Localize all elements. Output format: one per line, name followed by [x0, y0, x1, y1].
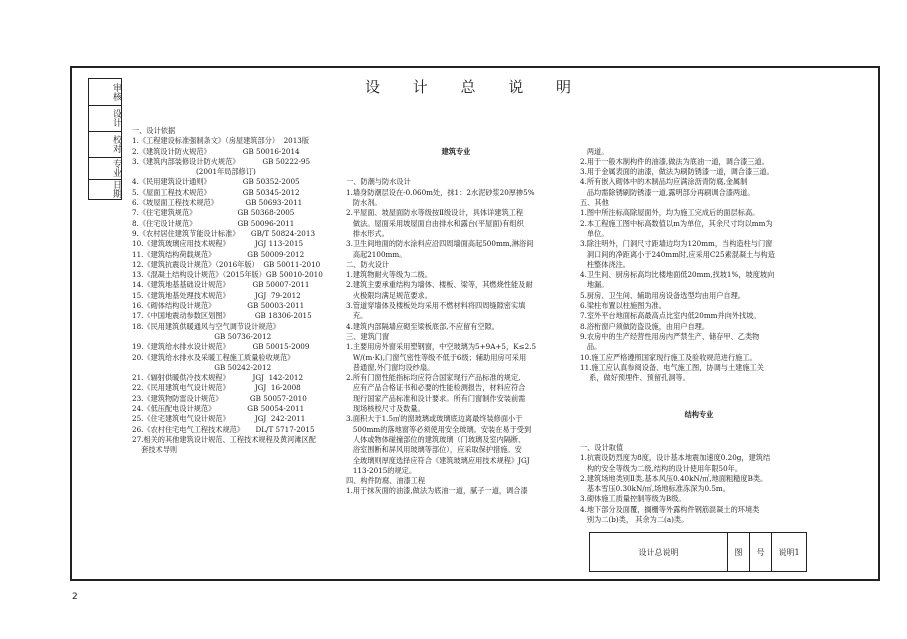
basis-line: 20.《建筑给水排水及采暖工程施工质量验收规范》 — [132, 352, 295, 362]
architecture-line: 浴室围断和屏风用玻璃等部位），应采取保护措施。安 — [346, 445, 522, 455]
basis-line: 5.《屋面工程技术规范》 GB 50345-2012 — [132, 187, 300, 197]
architecture-line: 500mm的落地窗等必须使用安全玻璃。安装在易于受到 — [346, 424, 532, 434]
basis-line: 21.《辐射供暖供冷技术规程》 JGJ 142-2012 — [132, 373, 304, 383]
basis-line: 一、设计依据 — [132, 126, 176, 135]
architecture-line: 高起2100mm。 — [346, 249, 407, 259]
title-block-no-label: 号 — [750, 533, 772, 571]
title-block-name: 设计总说明 — [590, 533, 728, 571]
architecture-column — [346, 126, 566, 517]
title-block-number: 说明1 — [778, 547, 800, 557]
other-line: 10.施工应严格遵照国家现行施工及验收规范进行施工。 — [580, 352, 757, 362]
basis-line: 17.《中国地震动参数区划图》 GB 18306-2015 — [132, 311, 312, 321]
other-line: 五、其他 — [580, 198, 609, 208]
basis-line: 8.《住宅设计规范》 GB 50096-2011 — [132, 218, 295, 228]
structure-line: 基本雪压0.30kN/㎡,场地标准冻深为0.5m。 — [580, 484, 730, 494]
structure-line: 一、设计取值 — [580, 442, 624, 452]
basis-line: 16.《砌体结构设计规范》 GB 50003-2011 — [132, 301, 305, 311]
structure-line: 1.抗震设防烈度为8度，设计基本地震加速度0.20g，建筑结 — [580, 453, 771, 463]
architecture-line: 二、防火设计 — [346, 259, 390, 269]
basis-line: 24.《低压配电设计规范》 GB 50054-2011 — [132, 404, 305, 414]
drawing-sheet — [70, 66, 880, 581]
strip-date: 日期 — [111, 180, 121, 198]
basis-line: (2001年局部修订) — [132, 167, 256, 177]
architecture-line: 1.用于抹灰面的油漆,做法为底油一道，腻子一道，调合漆 — [346, 486, 528, 496]
architecture-line: 排水形式。 — [346, 228, 389, 238]
basis-line: 23.《建筑物防雷设计规范》 GB 50057-2010 — [132, 393, 307, 403]
basis-line: 22.《民用建筑电气设计规范》 JGJ 16-2008 — [132, 383, 301, 393]
basis-line: 6.《坡屋面工程技术规范》 GB 50693-2011 — [132, 198, 303, 208]
architecture-line: 应有产品合格证书和必要的性能检测报告，材料应符合 — [346, 383, 526, 393]
structure-line: 2.建筑场地类别Ⅱ类,基本风压0.40kN/㎡,地面粗糙度B类。 — [580, 473, 768, 483]
basis-line: 25.《住宅建筑电气设计规范》 JGJ 242-2011 — [132, 414, 306, 424]
structure-line: 3.砌体施工质量控制等级为B级。 — [580, 494, 686, 504]
architecture-line: 3.面积大于1.5㎡的窗玻璃或玻璃底边离最终装修面小于 — [346, 414, 523, 424]
architecture-line: 现场核校尺寸及数量。 — [346, 404, 425, 414]
architecture-line: 1.主要用房外窗采用塑钢窗，中空玻璃为5+9A+5，K≤2.5 — [346, 342, 537, 352]
other-line: 8.浴桁窗户须做防盗设施，由用户自理。 — [580, 321, 710, 331]
architecture-line: 全玻璃则厚度选择应符合《建筑玻璃应用技术规程》JGJ — [346, 455, 530, 465]
basis-line: 套技术导则 — [132, 445, 178, 455]
basis-line: 13.《混凝土结构设计规范》（2015年版）GB 50010-2010 — [132, 270, 323, 280]
architecture-line: 113-2015的规定。 — [346, 465, 417, 475]
basis-line: 10.《建筑玻璃应用技术规程》 JGJ 113-2015 — [132, 239, 304, 249]
other-line: 洞口间的净距离小于240mm时,应采用C25素混凝土与构造 — [580, 249, 775, 259]
structure-line: 构的安全等级为二级,结构的设计使用年限50年。 — [580, 463, 743, 473]
other-line: 4.卫生间、厨房标高均比楼地面低20mm,找坡1%，坡度坡向 — [580, 270, 775, 280]
other-line: 品均需除锈刷防锈漆一道,露明部分再刷调合漆两道。 — [580, 187, 755, 197]
other-line: 4.所有嵌入砌体中的木制品均应满涂沥青防腐,金属制 — [580, 177, 748, 187]
design-basis-column — [132, 126, 334, 456]
other-line: 7.室外平台地面标高最高点比室内低20mm并向外找坡。 — [580, 311, 761, 321]
other-line: 单位。 — [580, 228, 609, 238]
architecture-line: 3.卫生间地面的防水涂料应沿四周墙面高起500mm,淋浴间 — [346, 239, 534, 249]
other-and-structure-column — [580, 126, 818, 546]
architecture-line: 火极限均满足规范要求。 — [346, 290, 432, 300]
other-line: 9.农房中的生产经营性用房内严禁生产、储存甲、乙类物 — [580, 331, 760, 341]
other-line: 系，做好预埋件、预留孔洞等。 — [580, 373, 690, 383]
other-line: 3.除注明外，门洞尺寸距墙边均为120mm，当构造柱与门窗 — [580, 239, 773, 249]
structure-heading: 结构专业 — [684, 410, 714, 420]
other-line: 地漏。 — [580, 280, 609, 290]
basis-line: 14.《建筑地基基础设计规范》 GB 50007-2011 — [132, 280, 310, 290]
other-line: 1.图中所注标高除屋面外，均为施工完成后的面层标高。 — [580, 208, 760, 218]
other-line: 柱整体浇注。 — [580, 259, 630, 269]
structure-line: 别为二(b)类， 其余为二(a)类。 — [580, 514, 689, 524]
architecture-line: 做法。屋面采用坡屋面自由排水和露台(平屋面)有组织 — [346, 218, 524, 228]
basis-line: 4.《民用建筑设计通则》 GB 50352-2005 — [132, 177, 300, 187]
title-block — [589, 532, 807, 572]
other-line: 2.用于一般木制构件的油漆,做法为底油一道，调合漆三道。 — [580, 156, 769, 166]
architecture-line: 一、防潮与防水设计 — [346, 177, 411, 187]
architecture-line: 三、建筑门窗 — [346, 331, 390, 341]
architecture-heading: 建筑专业 — [441, 146, 471, 156]
architecture-line: 2.建筑主要承重结构为墙体、楼板、梁等，其燃烧性能及耐 — [346, 280, 533, 290]
basis-line: 1.《工程建设标准强制条文》（房屋建筑部分） 2013版 — [132, 136, 310, 146]
strip-discipline: 专业 — [89, 157, 121, 180]
basis-line: 9.《农村居住建筑节能设计标准》 GB/T 50824-2013 — [132, 228, 316, 238]
basis-line: 15.《建筑地基处理技术规范》 JGJ 79-2012 — [132, 290, 301, 300]
architecture-line: 人体或物体碰撞部位的建筑玻璃（门玻璃及室内隔断、 — [346, 434, 526, 444]
other-line: 3.用于金属表面的油漆，做法为刷防锈漆一道，调合漆三道。 — [580, 167, 774, 177]
architecture-line: 防水剂。 — [346, 198, 382, 208]
architecture-line: 1.建筑物耐火等级为二级。 — [346, 270, 432, 280]
architecture-line: 2.平屋面、坡屋面防水等级按Ⅱ级设计，具体详建筑工程 — [346, 208, 524, 218]
basis-line: 18.《民用建筑供暖通风与空气调节设计规范》 — [132, 321, 280, 331]
basis-line: 2.《建筑设计防火规范》 GB 50016-2014 — [132, 146, 300, 156]
other-line: 6.梁柱布置以柱施图为准。 — [580, 301, 666, 311]
architecture-line: 现行国家产品标准和设计要求。所有门窗制作安装前需 — [346, 393, 526, 403]
title-block-fig-label: 图 — [728, 533, 750, 571]
architecture-line: 普通窗,外门窗均设纱扇。 — [346, 362, 435, 372]
architecture-line: W/(m·K),门窗气密性等级不低于6级；辅助用房可采用 — [346, 352, 527, 362]
structure-line: 4.地下部分及面覆，搁栅等外露构件钢筋混凝土的环境类 — [580, 504, 760, 514]
architecture-line: 2.所有门窗性能指标均应符合国家现行产品标准的规定, — [346, 373, 521, 383]
architecture-line: 四、构件防腐、油漆工程 — [346, 476, 426, 486]
architecture-line: 4.建筑内部隔墙应砌至梁板底部,不应留有空隙。 — [346, 321, 499, 331]
approval-strip — [88, 78, 122, 200]
basis-line: GB 50736-2012 — [132, 331, 272, 341]
architecture-line: 充。 — [346, 311, 368, 321]
basis-line: 27.相关的其他建筑设计规范、工程技术规程及黄河滩区配 — [132, 434, 316, 444]
basis-line: 3.《建筑内部装修设计防火规范》 GB 50222-95 — [132, 156, 311, 166]
basis-line: GB 50242-2012 — [132, 362, 272, 372]
other-line: 品。 — [580, 342, 602, 352]
basis-line: 12.《建筑抗震设计规范》（2016年版） GB 50011-2010 — [132, 259, 321, 269]
strip-review: 审核 — [89, 79, 121, 106]
strip-design: 设计 — [89, 105, 121, 132]
architecture-line: 1.墙身防潮层设在-0.060m处，抹1：2水泥砂浆20厚掺5% — [346, 187, 535, 197]
page-number: 2 — [72, 592, 78, 602]
strip-check: 校对 — [89, 131, 121, 158]
other-line: 两道。 — [580, 146, 609, 156]
basis-line: 11.《建筑结构荷载规范》 GB 50009-2012 — [132, 249, 305, 259]
other-line: 2.本工程施工图中标高数值以m为单位，其余尺寸均以mm为 — [580, 218, 773, 228]
other-line: 5.厨房、卫生间、辅助用房设备选型均由用户自理。 — [580, 290, 745, 300]
basis-line: 26.《农村住宅电气工程技术规范》 DL/T 5717-2015 — [132, 424, 315, 434]
page-title: 设 计 总 说 明 — [364, 78, 586, 96]
other-line: 11.施工应认真参阅设备、电气施工图，协调与土建施工关 — [580, 362, 764, 372]
basis-line: 19.《建筑给水排水设计规范》 GB 50015-2009 — [132, 342, 310, 352]
architecture-line: 3.管道穿墙体及楼板处均采用不燃材料将四周缝隙密实填 — [346, 301, 526, 311]
basis-line: 7.《住宅建筑规范》 GB 50368-2005 — [132, 208, 295, 218]
